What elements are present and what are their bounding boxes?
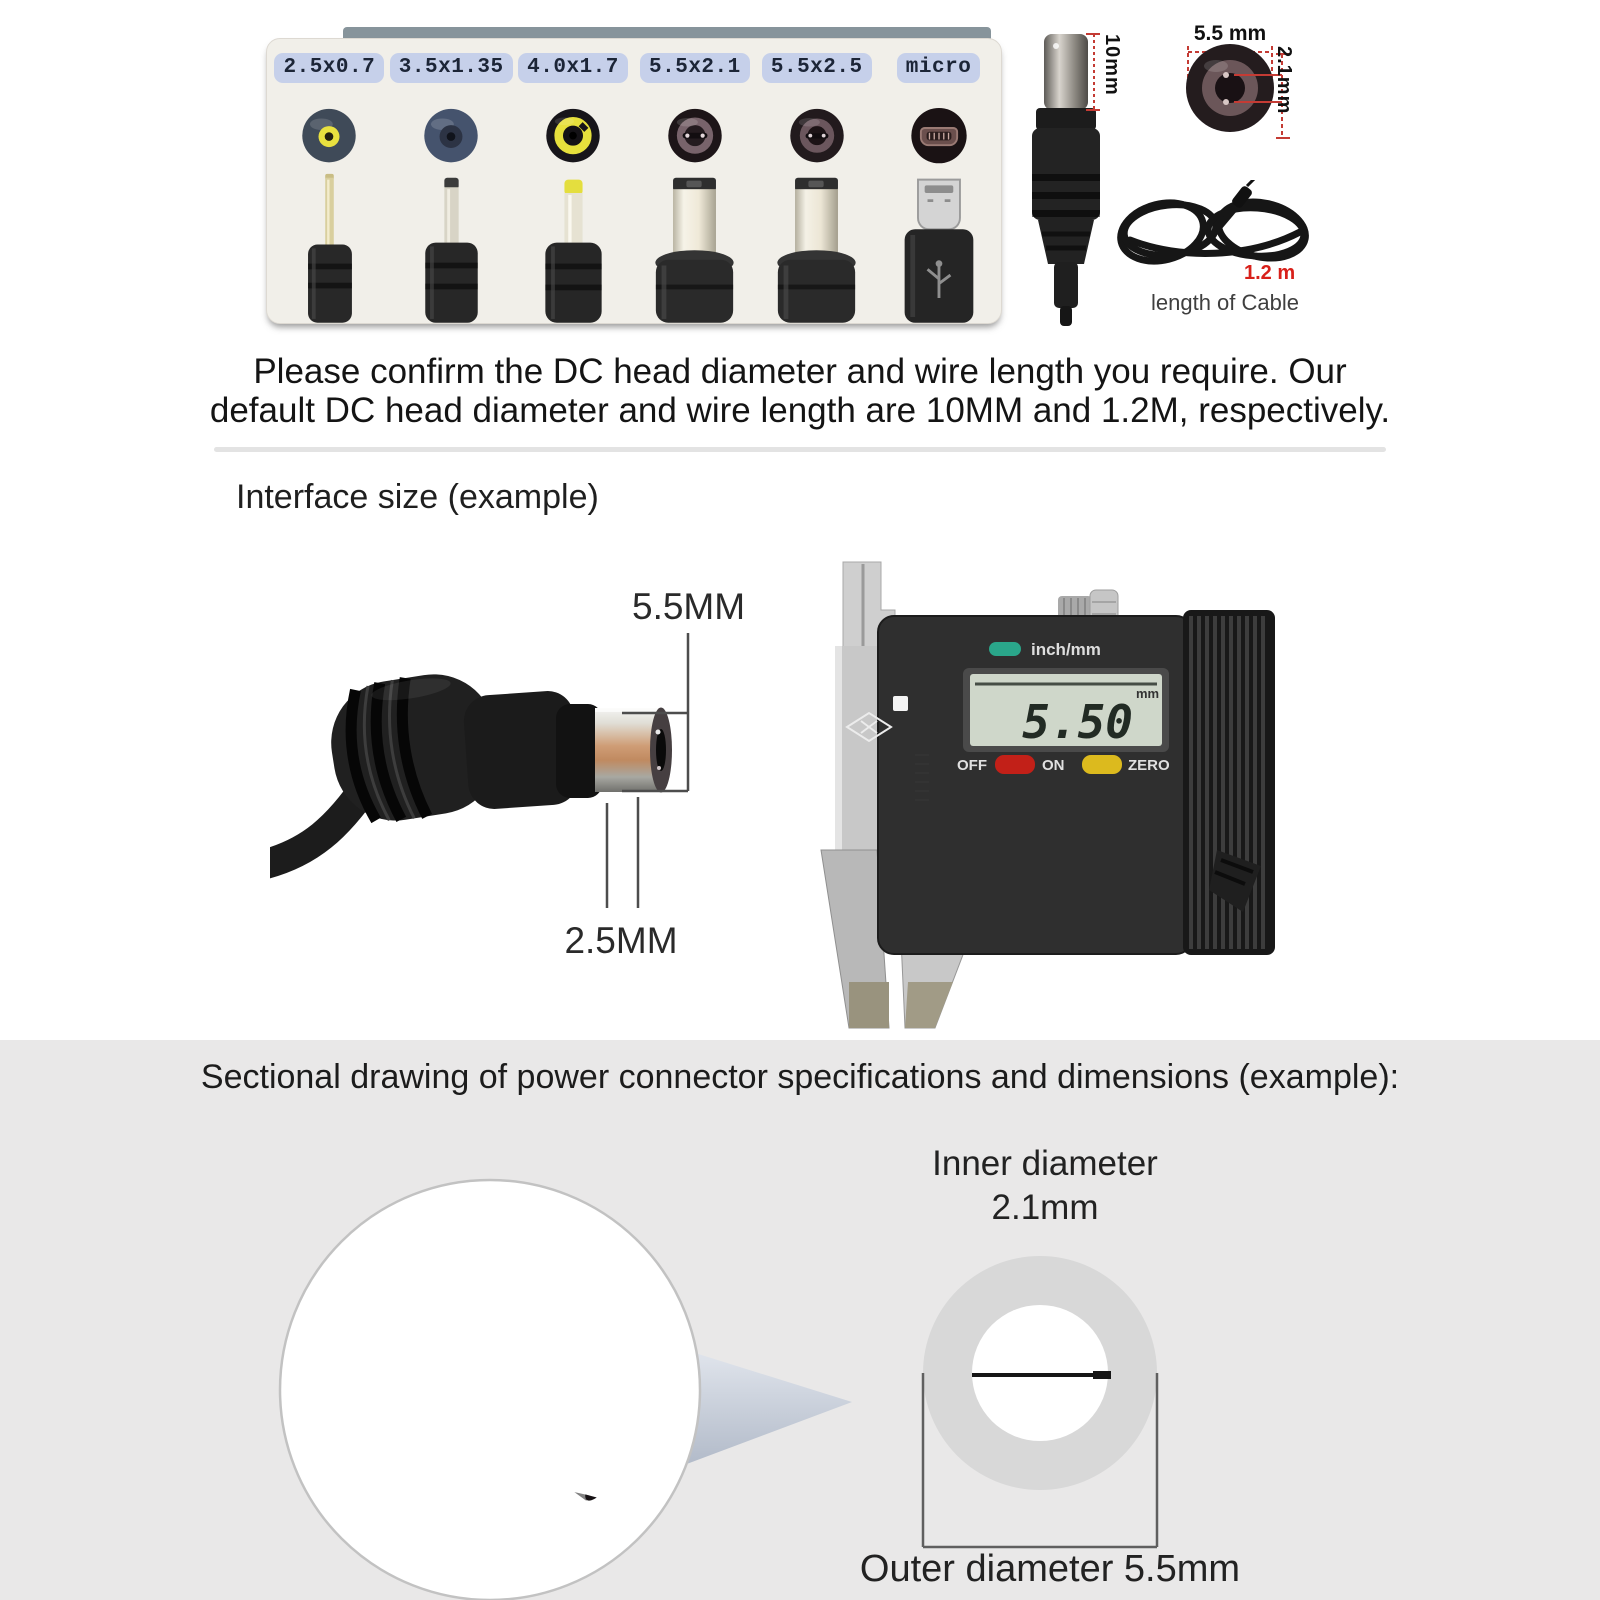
connector-option-5_5x2_5 [757, 39, 876, 323]
connector-plug-photo [270, 172, 389, 323]
inner-diameter-lines [607, 797, 638, 908]
connector-option-5_5x2_1 [635, 39, 754, 323]
connector-size-label: 4.0x1.7 [518, 53, 628, 83]
caliper-on-label: ON [1042, 757, 1065, 774]
connector-size-label: 5.5x2.5 [762, 53, 872, 83]
connector-face-photo [909, 107, 969, 164]
connector-size-label: 2.5x0.7 [274, 53, 384, 83]
outer-diameter-label: Outer diameter 5.5mm [859, 1548, 1241, 1590]
caliper-zero-label: ZERO [1128, 757, 1170, 774]
connector-plug-photo [757, 172, 876, 323]
sectional-heading: Sectional drawing of power connector specifications and dimensions (example): [200, 1058, 1400, 1096]
divider [214, 447, 1386, 452]
connector-circle-photo [270, 1168, 710, 1600]
connector-face-photo [665, 107, 725, 164]
caliper-zero-button [1082, 755, 1122, 774]
digital-caliper-photo [765, 550, 1295, 1040]
jack-outer-dimension-label: 5.5 mm [1193, 22, 1267, 45]
inner-diameter-label: Inner diameter [932, 1144, 1158, 1183]
connector-plug-photo [635, 172, 754, 323]
connector-face-photo [543, 107, 603, 164]
caliper-display-unit: mm [1136, 686, 1160, 701]
connector-plug-photo [392, 172, 511, 323]
jack-inner-dimension-label: 2.1mm [1273, 46, 1295, 115]
connector-face-photo [421, 107, 481, 164]
plug-length-dimension-label: 10mm [1101, 34, 1123, 96]
interface-size-heading: Interface size (example) [236, 478, 599, 516]
diameter-ring-diagram [895, 1225, 1195, 1575]
connector-option-micro-usb [879, 39, 998, 323]
caliper-off-label: OFF [957, 757, 987, 774]
connector-face-photo [299, 107, 359, 164]
connector-size-label: 5.5x2.1 [640, 53, 750, 83]
cable-length-value: 1.2 m [1244, 262, 1296, 284]
caliper-mode-button [989, 642, 1021, 656]
dc-plug-measurement-photo [270, 575, 770, 975]
connector-option-3_5x1_35 [392, 39, 511, 323]
connector-options-card [266, 38, 1002, 324]
connector-option-2_5x0_7 [270, 39, 389, 323]
notice-line-1: Please confirm the DC head diameter and wire length you require. Our [253, 352, 1347, 391]
caliper-off-on-button [995, 755, 1035, 774]
notice-text [0, 352, 1600, 430]
connector-plug-photo [514, 172, 633, 323]
coiled-cable-photo [1100, 180, 1330, 290]
caliper-mode-label: inch/mm [1031, 640, 1101, 659]
measured-inner-diameter-label: 2.5MM [564, 920, 678, 961]
sectional-drawing-section [0, 1040, 1600, 1600]
connector-option-4_0x1_7 [514, 39, 633, 323]
caliper-display-value: 5.50 [1022, 695, 1133, 749]
inner-diameter-value: 2.1mm [991, 1188, 1099, 1227]
connector-size-label: micro [897, 53, 981, 83]
connector-plug-photo [879, 172, 998, 323]
connector-face-photo [787, 107, 847, 164]
measured-outer-diameter-label: 5.5MM [632, 586, 746, 627]
notice-line-2: default DC head diameter and wire length are 10MM and 1.2M, respectively. [209, 391, 1391, 430]
connector-size-label: 3.5x1.35 [390, 53, 513, 83]
cable-length-caption: length of Cable [1151, 290, 1299, 315]
